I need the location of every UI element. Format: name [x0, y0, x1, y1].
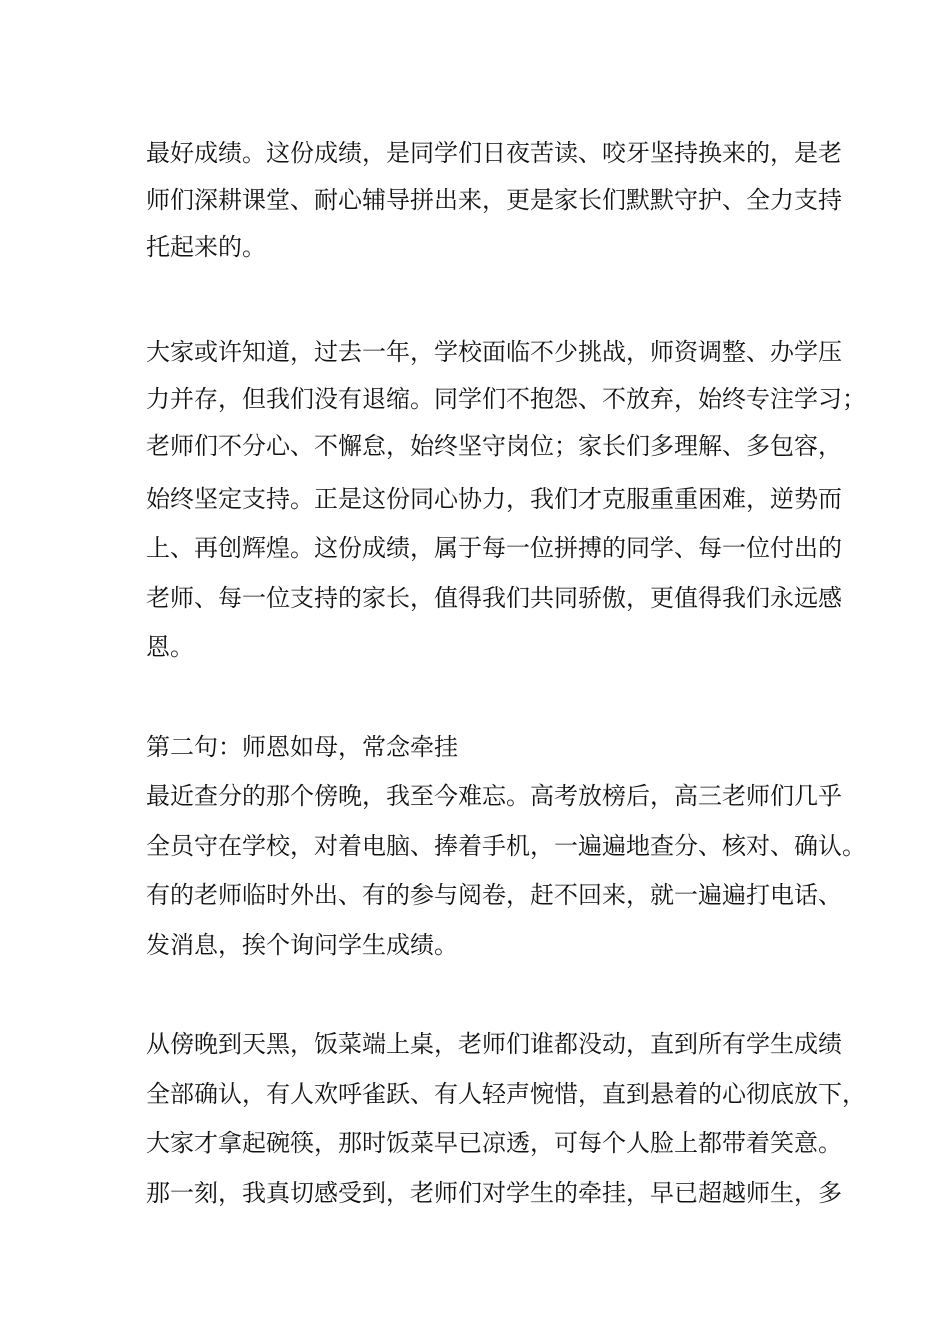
text-line: 始终坚定支持。正是这份同心协力，我们才克服重重困难，逆势而	[146, 485, 842, 513]
section-heading: 第二句：师恩如母，常念牵挂	[146, 733, 458, 761]
text-line: 力并存，但我们没有退缩。同学们不抱怨、不放弃，始终专注学习；	[146, 385, 866, 413]
text-line: 最近查分的那个傍晚，我至今难忘。高考放榜后，高三老师们几乎	[146, 782, 842, 810]
text-line: 全部确认，有人欢呼雀跃、有人轻声惋惜，直到悬着的心彻底放下，	[146, 1080, 866, 1108]
text-line: 最好成绩。这份成绩，是同学们日夜苦读、咬牙坚持换来的，是老	[146, 139, 842, 167]
text-line: 老师们不分心、不懈怠，始终坚守岗位；家长们多理解、多包容，	[146, 432, 842, 460]
text-line: 从傍晚到天黑，饭菜端上桌，老师们谁都没动，直到所有学生成绩	[146, 1030, 842, 1058]
text-line: 发消息，挨个询问学生成绩。	[146, 931, 458, 959]
text-line: 那一刻，我真切感受到，老师们对学生的牵挂，早已超越师生，多	[146, 1179, 842, 1207]
text-line: 全员守在学校，对着电脑、捧着手机，一遍遍地查分、核对、确认。	[146, 832, 866, 860]
text-line: 上、再创辉煌。这份成绩，属于每一位拼搏的同学、每一位付出的	[146, 534, 842, 562]
text-line: 有的老师临时外出、有的参与阅卷，赶不回来，就一遍遍打电话、	[146, 881, 842, 909]
text-line: 老师、每一位支持的家长，值得我们共同骄傲，更值得我们永远感	[146, 584, 842, 612]
text-line: 恩。	[146, 633, 194, 661]
text-line: 大家才拿起碗筷，那时饭菜早已凉透，可每个人脸上都带着笑意。	[146, 1129, 842, 1157]
text-line: 托起来的。	[146, 233, 266, 261]
text-line: 师们深耕课堂、耐心辅导拼出来，更是家长们默默守护、全力支持	[146, 186, 842, 214]
text-line: 大家或许知道，过去一年，学校面临不少挑战，师资调整、办学压	[146, 338, 842, 366]
